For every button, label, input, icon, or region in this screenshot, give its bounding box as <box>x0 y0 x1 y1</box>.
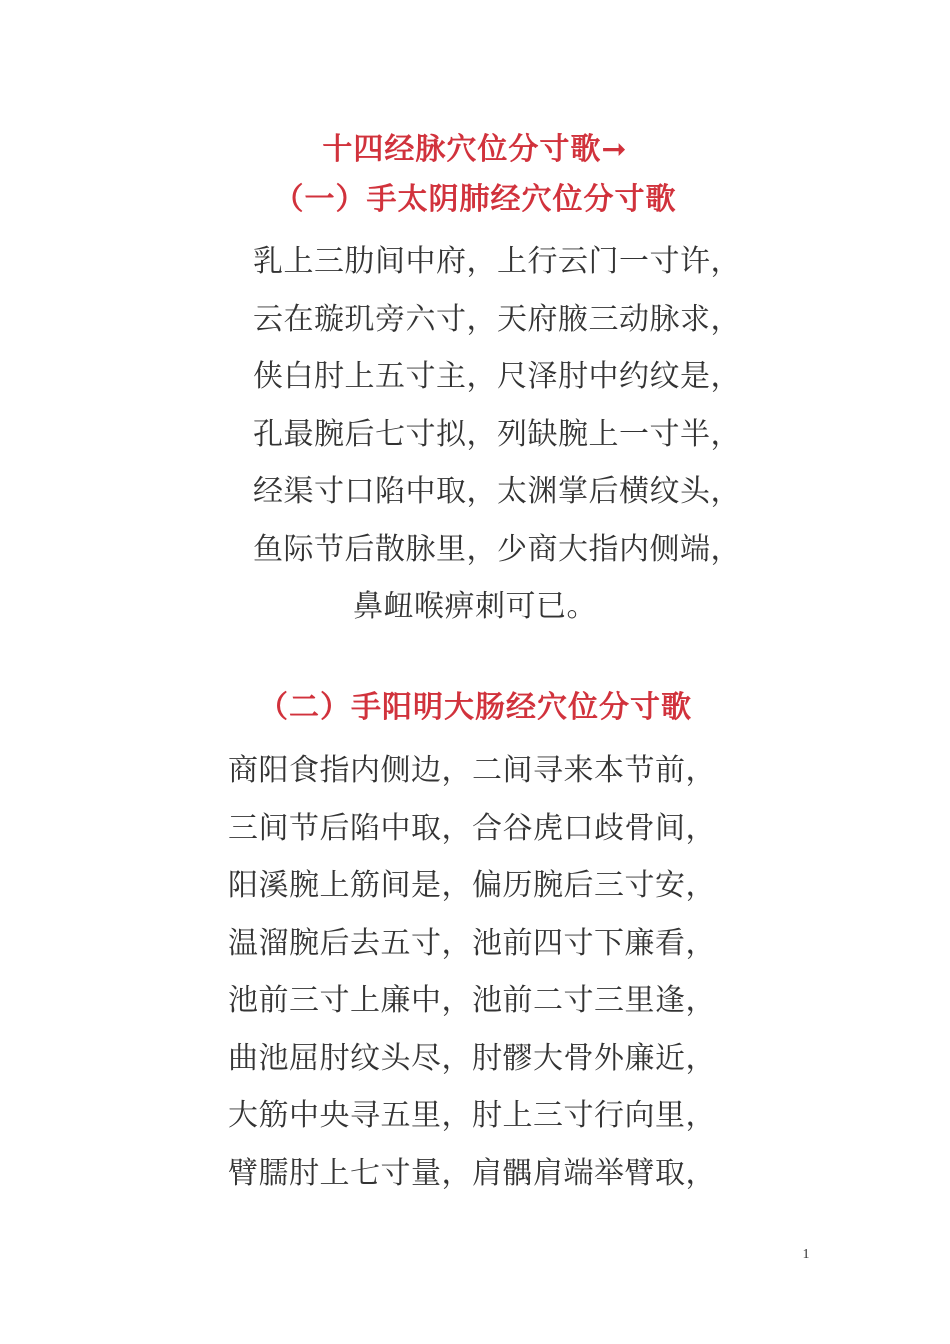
document-title: 十四经脉穴位分寸歌➞ <box>322 132 628 167</box>
verse-line: 云在璇玑旁六寸，天府腋三动脉求， <box>253 301 741 337</box>
verse-line: 池前三寸上廉中，池前二寸三里逢， <box>228 983 716 1018</box>
page-number: 1 <box>802 1247 810 1262</box>
verse-line: 经渠寸口陷中取，太渊掌后横纹头， <box>253 474 741 509</box>
verse-large-intestine-meridian <box>0 742 950 1202</box>
verse-line: 侠白肘上五寸主，尺泽肘中约纹是， <box>253 359 741 394</box>
verse-line: 孔最腕后七寸拟，列缺腕上一寸半， <box>253 416 741 452</box>
verse-line: 阳溪腕上筋间是，偏历腕后三寸安， <box>228 868 716 903</box>
verse-line: 鱼际节后散脉里，少商大指内侧端， <box>253 531 741 567</box>
verse-line: 乳上三肋间中府，上行云门一寸许， <box>253 244 741 279</box>
verse-line: 大筋中央寻五里，肘上三寸行向里， <box>228 1098 716 1133</box>
section-heading-large-intestine-meridian: （二）手阳明大肠经穴位分寸歌 <box>258 690 692 725</box>
verse-line: 三间节后陷中取，合谷虎口歧骨间， <box>228 810 716 846</box>
verse-line: 曲池屈肘纹头尽，肘髎大骨外廉近， <box>228 1040 716 1076</box>
verse-line: 商阳食指内侧边，二间寻来本节前， <box>228 753 716 788</box>
section-heading-lung-meridian: （一）手太阴肺经穴位分寸歌 <box>273 182 677 217</box>
verse-lung-meridian <box>0 233 950 636</box>
verse-line: 鼻衄喉痹刺可已。 <box>353 589 597 624</box>
verse-line: 臂臑肘上七寸量，肩髃肩端举臂取， <box>228 1155 716 1191</box>
verse-line: 温溜腕后去五寸，池前四寸下廉看， <box>228 925 716 961</box>
